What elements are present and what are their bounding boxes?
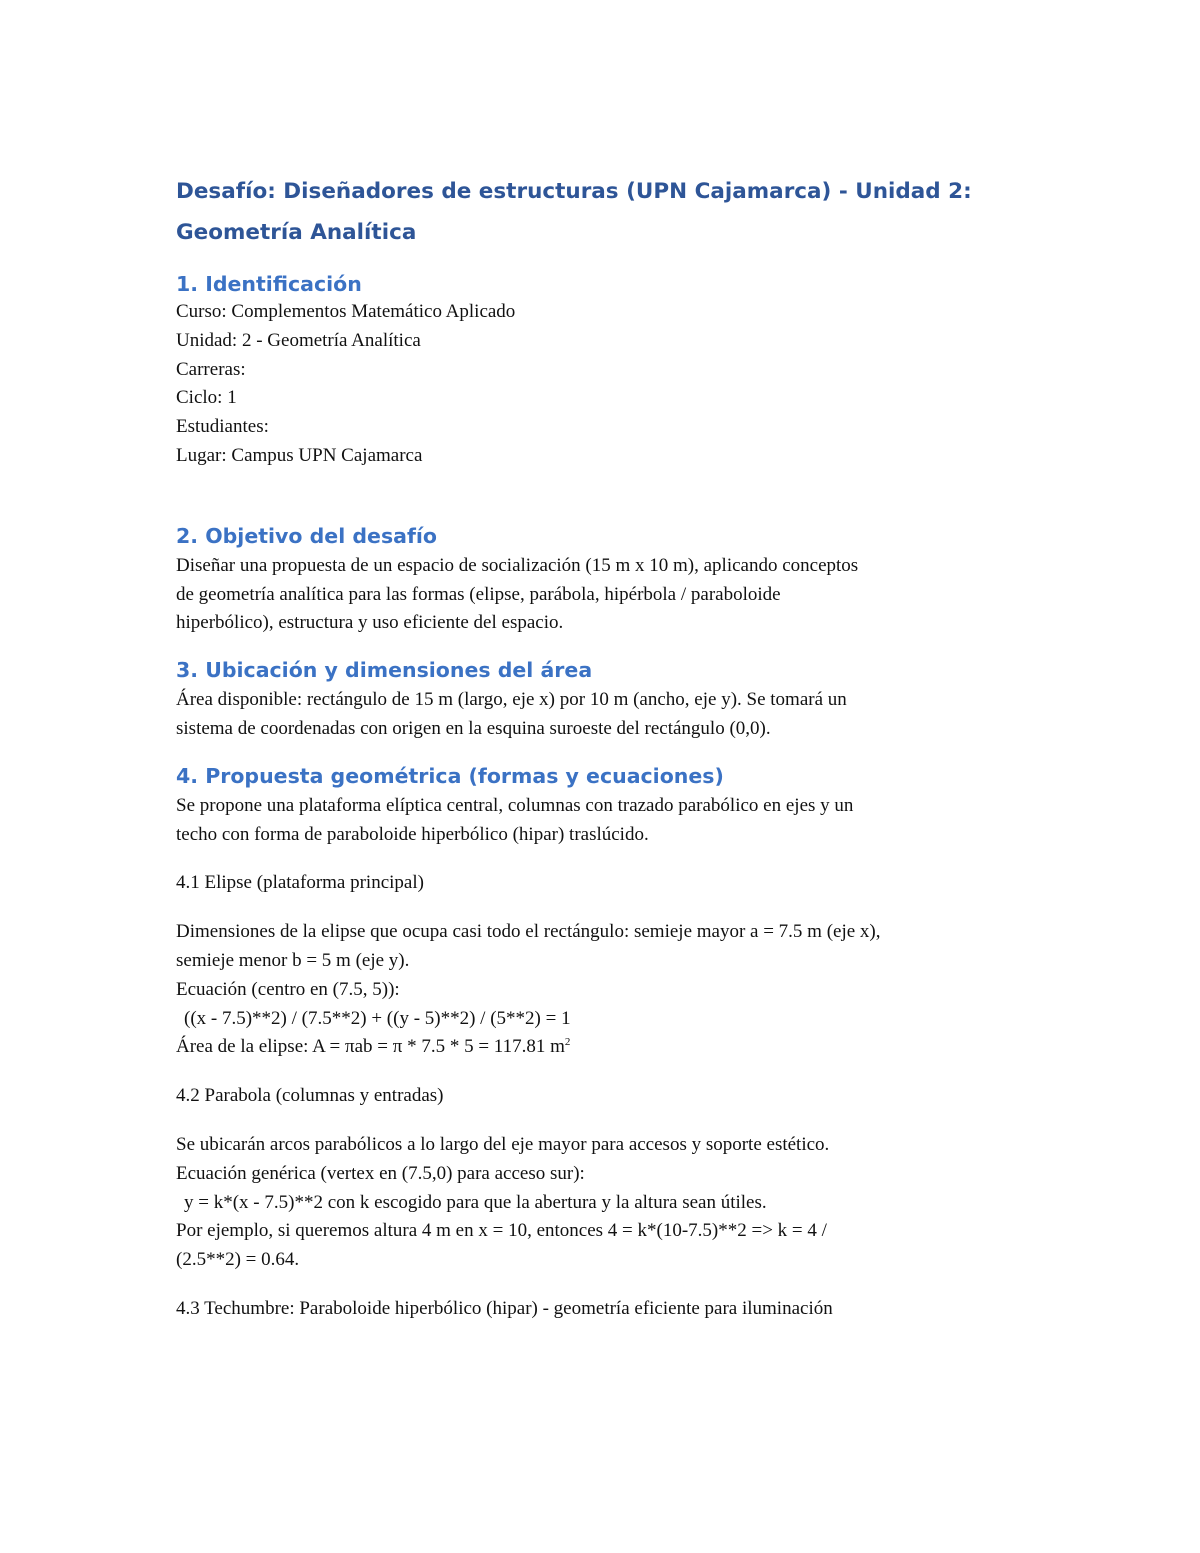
parabola-line-5: (2.5**2) = 0.64. bbox=[176, 1249, 300, 1271]
cycle-line: Ciclo: 1 bbox=[176, 387, 237, 409]
ellipse-area-exponent: 2 bbox=[564, 1036, 571, 1049]
objective-paragraph bbox=[176, 552, 1046, 638]
unit-line: Unidad: 2 - Geometría Analítica bbox=[176, 329, 421, 351]
objective-line-1: Diseñar una propuesta de un espacio de socialización (15 m x 10 m), aplicando conceptos bbox=[176, 554, 859, 576]
section-1-heading: 1. Identificación bbox=[176, 272, 362, 296]
parabola-equation: y = k*(x - 7.5)**2 con k escogido para que la abertura y la altura sean útiles. bbox=[184, 1191, 767, 1213]
subsection-4-1-heading: 4.1 Elipse (plataforma principal) bbox=[176, 872, 424, 894]
section-4-heading: 4. Propuesta geométrica (formas y ecuaciones) bbox=[176, 763, 724, 788]
section-3-heading: 3. Ubicación y dimensiones del área bbox=[176, 658, 593, 683]
subsection-4-2-heading: 4.2 Parabola (columnas y entradas) bbox=[176, 1085, 444, 1107]
ellipse-area-text: Área de la elipse: A = πab = π * 7.5 * 5 = 117.81 m bbox=[176, 1036, 565, 1058]
title-line-1: Desafío: Diseñadores de estructuras (UPN Cajamarca) - Unidad 2: bbox=[176, 179, 972, 204]
location-line-2: sistema de coordenadas con origen en la esquina suroeste del rectángulo (0,0). bbox=[176, 717, 771, 739]
proposal-line-2: techo con forma de paraboloide hiperbólico (hipar) traslúcido. bbox=[176, 823, 649, 845]
place-line: Lugar: Campus UPN Cajamarca bbox=[176, 444, 423, 466]
parabola-block bbox=[176, 1131, 1046, 1275]
ellipse-line-1: Dimensiones de la elipse que ocupa casi todo el rectángulo: semieje mayor a = 7.5 m (eje x), bbox=[176, 921, 881, 943]
ellipse-line-2: semieje menor b = 5 m (eje y). bbox=[176, 949, 410, 971]
proposal-line-1: Se propone una plataforma elíptica central, columnas con trazado parabólico en ejes y un bbox=[176, 794, 854, 816]
document-title bbox=[176, 171, 1046, 253]
location-paragraph bbox=[176, 686, 1046, 744]
ellipse-equation: ((x - 7.5)**2) / (7.5**2) + ((y - 5)**2) / (5**2) = 1 bbox=[184, 1007, 571, 1029]
careers-line: Carreras: bbox=[176, 358, 246, 380]
title-line-2: Geometría Analítica bbox=[176, 220, 417, 245]
proposal-paragraph bbox=[176, 792, 1046, 850]
ellipse-block bbox=[176, 918, 1046, 1062]
objective-line-2: de geometría analítica para las formas (elipse, parábola, hipérbola / paraboloide bbox=[176, 583, 781, 605]
document-page bbox=[176, 179, 1046, 1324]
location-line-1: Área disponible: rectángulo de 15 m (largo, eje x) por 10 m (ancho, eje y). Se tomará un bbox=[176, 689, 847, 711]
course-line: Curso: Complementos Matemático Aplicado bbox=[176, 301, 516, 322]
section-2-heading: 2. Objetivo del desafío bbox=[176, 523, 438, 548]
students-line: Estudiantes: bbox=[176, 416, 269, 438]
ellipse-area-line bbox=[176, 1033, 1046, 1062]
parabola-line-4: Por ejemplo, si queremos altura 4 m en x = 10, entonces 4 = k*(10-7.5)**2 => k = 4 / bbox=[176, 1220, 827, 1242]
parabola-line-1: Se ubicarán arcos parabólicos a lo largo del eje mayor para accesos y soporte estético. bbox=[176, 1133, 830, 1155]
ellipse-line-3: Ecuación (centro en (7.5, 5)): bbox=[176, 978, 400, 1000]
objective-line-3: hiperbólico), estructura y uso eficiente del espacio. bbox=[176, 612, 564, 634]
parabola-line-2: Ecuación genérica (vertex en (7.5,0) para acceso sur): bbox=[176, 1162, 585, 1184]
subsection-4-3-heading: 4.3 Techumbre: Paraboloide hiperbólico (hipar) - geometría eficiente para iluminación bbox=[176, 1297, 833, 1319]
identification-block bbox=[176, 298, 1046, 471]
